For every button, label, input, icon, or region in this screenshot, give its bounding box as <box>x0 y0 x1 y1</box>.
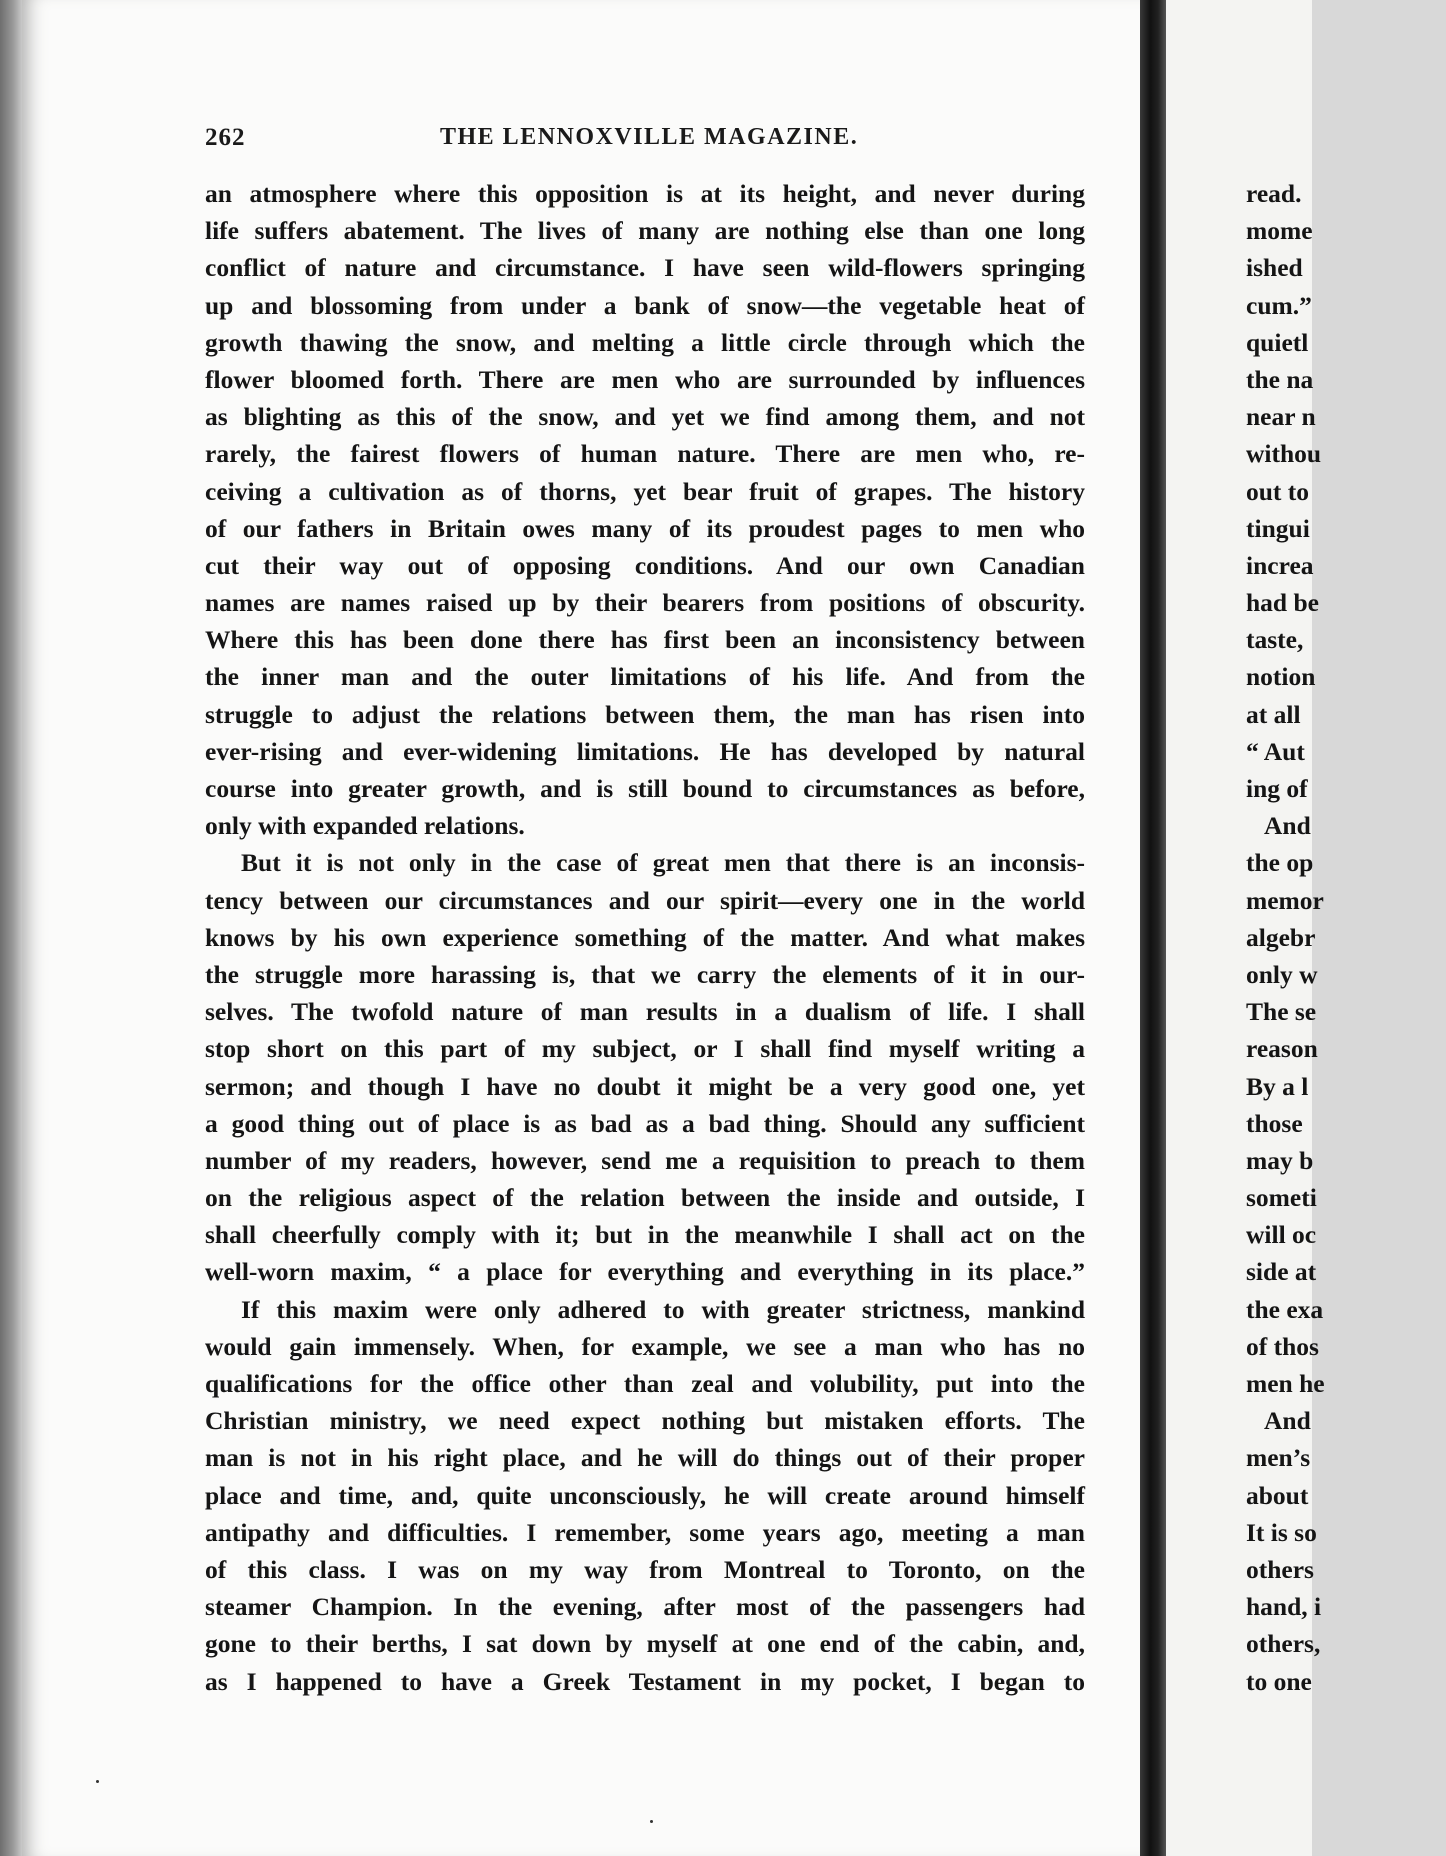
text-line: growth thawing the snow, and melting a little circle through which the <box>205 327 1085 357</box>
text-line: may b <box>1246 1145 1314 1175</box>
text-line: The se <box>1246 997 1317 1027</box>
print-speck <box>650 1820 653 1823</box>
text-line: others, <box>1246 1629 1321 1659</box>
text-line: Christian ministry, we need expect nothing but mistaken efforts. The <box>205 1406 1085 1436</box>
text-line: ing of <box>1246 774 1308 803</box>
text-line: only with expanded relations. <box>205 811 525 841</box>
text-line: of this class. I was on my way from Montreal to Toronto, on the <box>205 1554 1085 1584</box>
text-line: a good thing out of place is as bad as a bad thing. Should any sufficient <box>205 1108 1085 1138</box>
text-line: near n <box>1246 402 1316 432</box>
text-line: qualifications for the office other than zeal and volubility, put into the <box>205 1369 1085 1398</box>
text-line: And <box>1264 1406 1311 1436</box>
right-page <box>1166 0 1325 1856</box>
text-line: ceiving a cultivation as of thorns, yet bear fruit of grapes. The history <box>205 476 1085 506</box>
text-line: man is not in his right place, and he will do things out of their proper <box>205 1443 1085 1473</box>
text-line: hand, i <box>1246 1592 1322 1622</box>
text-line: notion <box>1246 662 1316 692</box>
text-line: withou <box>1246 439 1322 469</box>
text-line: steamer Champion. In the evening, after most of the passengers had <box>205 1592 1085 1622</box>
text-line: about <box>1246 1480 1309 1510</box>
text-line: gone to their berths, I sat down by myself at one end of the cabin, and, <box>205 1629 1085 1659</box>
text-line: the inner man and the outer limitations of his life. And from the <box>205 662 1085 692</box>
text-line: the struggle more harassing is, that we carry the elements of it in our- <box>205 959 1085 989</box>
text-line: someti <box>1246 1183 1317 1213</box>
page-number: 262 <box>205 124 246 151</box>
text-line: side at <box>1246 1257 1317 1287</box>
text-line: of thos <box>1246 1331 1319 1361</box>
text-line: sermon; and though I have no doubt it might be a very good one, yet <box>205 1071 1085 1101</box>
text-line: ever-rising and ever-widening limitations. He has developed by natural <box>205 736 1085 766</box>
text-line: stop short on this part of my subject, or I shall find myself writing a <box>205 1034 1085 1064</box>
text-line: on the religious aspect of the relation between the inside and outside, I <box>205 1183 1085 1213</box>
text-line: quietl <box>1246 327 1309 357</box>
right-page-text <box>1246 175 1446 1700</box>
text-line: as I happened to have a Greek Testament in my pocket, I began to <box>205 1666 1085 1696</box>
text-line: well-worn maxim, “ a place for everything and everything in its place.” <box>205 1257 1085 1287</box>
text-line: of our fathers in Britain owes many of its proudest pages to men who <box>205 513 1085 543</box>
text-line: out to <box>1246 476 1310 506</box>
text-line: life suffers abatement. The lives of many are nothing else than one long <box>205 216 1085 246</box>
text-line: tingui <box>1246 513 1310 543</box>
text-line: names are names raised up by their bearers from positions of obscurity. <box>205 588 1085 618</box>
book-spine <box>1140 0 1166 1856</box>
text-line: the exa <box>1246 1294 1324 1324</box>
text-line: will oc <box>1246 1220 1317 1250</box>
text-line: mome <box>1246 216 1313 246</box>
text-line: the op <box>1246 848 1314 878</box>
text-line: flower bloomed forth. There are men who are surrounded by influences <box>205 364 1085 394</box>
text-line: men he <box>1246 1369 1325 1398</box>
text-line: And <box>1264 811 1311 841</box>
paragraph-start-line: If this maxim were only adhered to with greater strictness, mankind <box>241 1294 1085 1324</box>
text-line: memor <box>1246 885 1324 915</box>
text-line: Where this has been done there has first been an inconsistency between <box>205 625 1085 655</box>
text-line: taste, <box>1246 625 1304 655</box>
print-speck <box>96 1780 99 1783</box>
text-line: “ Aut <box>1246 736 1305 766</box>
text-line: cum.” <box>1246 290 1312 320</box>
text-line: cut their way out of opposing conditions. And our own Canadian <box>205 550 1085 580</box>
text-line: an atmosphere where this opposition is at its height, and never during <box>205 179 1085 208</box>
text-line: up and blossoming from under a bank of snow—the vegetable heat of <box>205 290 1085 320</box>
text-line: knows by his own experience something of the matter. And what makes <box>205 922 1085 952</box>
text-line: men’s <box>1246 1443 1311 1473</box>
text-line: read. <box>1246 179 1302 208</box>
text-line: had be <box>1246 588 1319 618</box>
text-line: antipathy and difficulties. I remember, some years ago, meeting a man <box>205 1517 1085 1547</box>
paragraph-start-line: But it is not only in the case of great men that there is an inconsis- <box>241 848 1085 878</box>
text-line: increa <box>1246 550 1314 580</box>
text-line: only w <box>1246 959 1318 989</box>
text-line: course into greater growth, and is still bound to circumstances as before, <box>205 774 1085 803</box>
book-left-edge <box>0 0 22 1856</box>
text-line: rarely, the fairest flowers of human nature. There are men who, re- <box>205 439 1085 469</box>
page-header <box>205 124 1085 164</box>
text-line: ished <box>1246 253 1303 283</box>
text-line: conflict of nature and circumstance. I have seen wild-flowers springing <box>205 253 1085 283</box>
text-line: would gain immensely. When, for example, we see a man who has no <box>205 1331 1085 1361</box>
text-line: shall cheerfully comply with it; but in the meanwhile I shall act on the <box>205 1220 1085 1250</box>
left-page-text <box>205 175 1085 1700</box>
text-line: selves. The twofold nature of man results in a dualism of life. I shall <box>205 997 1085 1027</box>
text-line: algebr <box>1246 922 1316 952</box>
text-line: the na <box>1246 364 1314 394</box>
text-line: number of my readers, however, send me a requisition to preach to them <box>205 1145 1085 1175</box>
text-line: to one <box>1246 1666 1312 1696</box>
text-line: place and time, and, quite unconsciously, he will create around himself <box>205 1480 1085 1510</box>
text-line: struggle to adjust the relations between them, the man has risen into <box>205 699 1085 729</box>
text-line: at all <box>1246 699 1301 729</box>
running-title: THE LENNOXVILLE MAGAZINE. <box>440 124 859 150</box>
text-line: those <box>1246 1108 1303 1138</box>
text-line: tency between our circumstances and our spirit—every one in the world <box>205 885 1085 915</box>
text-line: others <box>1246 1554 1314 1584</box>
text-line: reason <box>1246 1034 1318 1064</box>
text-line: It is so <box>1246 1517 1317 1547</box>
text-line: as blighting as this of the snow, and yet we find among them, and not <box>205 402 1085 432</box>
text-line: By a l <box>1246 1071 1309 1101</box>
